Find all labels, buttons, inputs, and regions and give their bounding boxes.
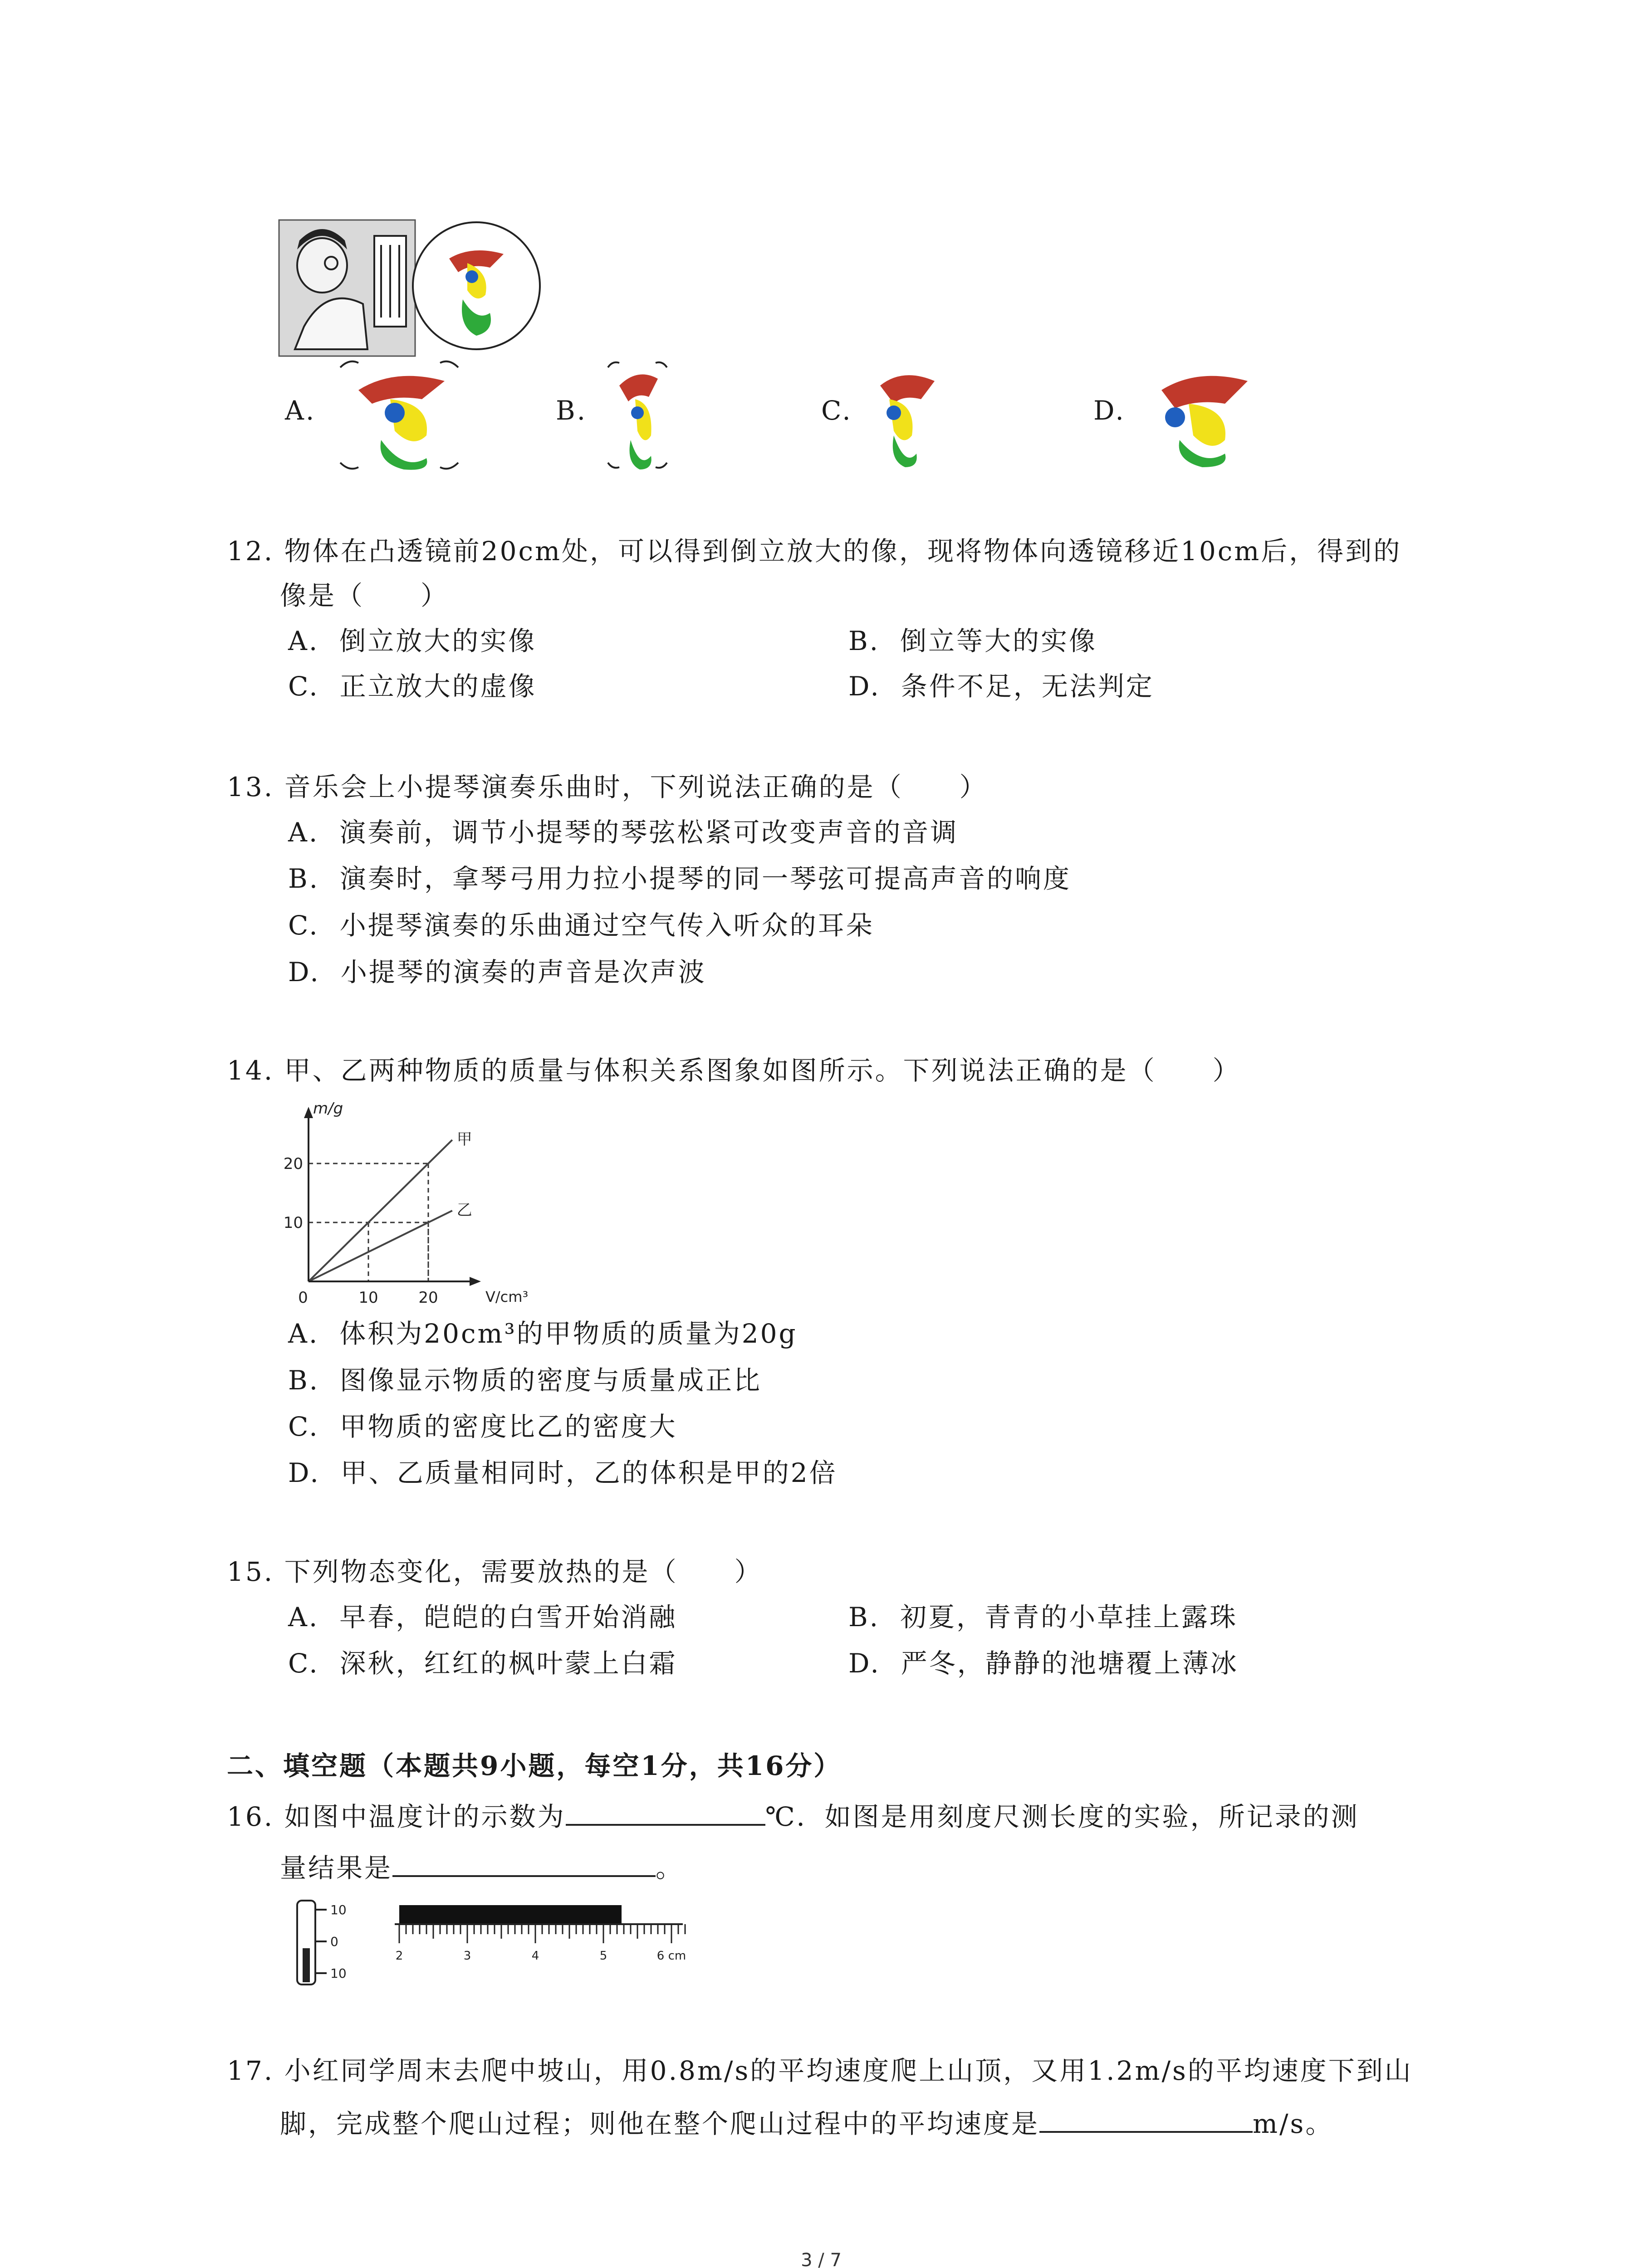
q13-option-c: C. 小提琴演奏的乐曲通过空气传入听众的耳朵: [288, 910, 874, 941]
q17-line1: 17. 小红同学周末去爬中坡山，用0.8m/s的平均速度爬上山顶，又用1.2m/s的平均速度下到山: [227, 2055, 1413, 2086]
q12-stem-line1: 12. 物体在凸透镜前20cm处，可以得到倒立放大的像，现将物体向透镜移近10cm后，得到的: [227, 536, 1402, 567]
q15-option-d: D. 严冬，静静的池塘覆上薄冰: [848, 1648, 1239, 1679]
q11-option-d-label: D.: [1093, 395, 1126, 426]
q14-option-d: D. 甲、乙质量相同时，乙的体积是甲的2倍: [288, 1457, 838, 1488]
chart-series-label-1: 乙: [456, 1201, 472, 1219]
q13-stem: 13. 音乐会上小提琴演奏乐曲时，下列说法正确的是（ ）: [227, 772, 988, 802]
ruler-label-3: 3: [463, 1949, 471, 1963]
q14-stem: 14. 甲、乙两种物质的质量与体积关系图象如图所示。下列说法正确的是（ ）: [227, 1055, 1241, 1086]
ruler-label-5: 5: [599, 1949, 607, 1963]
ruler-label-4: 4: [531, 1949, 539, 1963]
page-number: 3 / 7: [801, 2250, 842, 2268]
section2-heading: 二、填空题（本题共9小题，每空1分，共16分）: [227, 1750, 842, 1781]
q13-option-a: A. 演奏前，调节小提琴的琴弦松紧可改变声音的音调: [288, 817, 959, 848]
q11-option-c-image: [862, 367, 944, 467]
chart-series-line-1: [309, 1211, 452, 1281]
q16-line1: 16. 如图中温度计的示数为 ℃．如图是用刻度尺测长度的实验，所记录的测: [227, 1799, 1359, 1833]
q11-option-a-label: A.: [285, 395, 316, 426]
q14-option-c: C. 甲物质的密度比乙的密度大: [288, 1411, 677, 1442]
q17-line2: 脚，完成整个爬山过程；则他在整个爬山过程中的平均速度是 m/s。: [280, 2106, 1333, 2140]
chart-series-label-0: 甲: [456, 1130, 472, 1149]
q16-thermometer-figure: [281, 1898, 358, 1989]
q13-option-d: D. 小提琴的演奏的声音是次声波: [288, 957, 706, 987]
q15-option-a: A. 早春，皑皑的白雪开始消融: [288, 1602, 677, 1633]
chart-y-label: m/g: [313, 1100, 343, 1118]
chart-x-label: V/cm³: [485, 1288, 529, 1305]
q11-reading-figure: [277, 213, 558, 363]
chart-y-tick-10: 10: [283, 1214, 303, 1232]
q11-option-a-image: [331, 358, 467, 472]
q12-option-b: B. 倒立等大的实像: [848, 626, 1097, 656]
chart-x-tick-20: 20: [418, 1289, 438, 1307]
q12-option-d: D. 条件不足，无法判定: [848, 671, 1154, 702]
chart-origin-label: 0: [298, 1289, 308, 1307]
q14-mass-volume-chart: [259, 1093, 549, 1311]
ruler-label-6: 6 cm: [656, 1949, 686, 1963]
q16-blank-temperature[interactable]: [566, 1799, 765, 1826]
q11-option-b-image: [601, 358, 674, 472]
q12-option-a: A. 倒立放大的实像: [288, 626, 537, 656]
q15-stem: 15. 下列物态变化，需要放热的是（ ）: [227, 1556, 763, 1587]
chart-series-line-0: [309, 1140, 452, 1281]
q15-option-c: C. 深秋，红红的枫叶蒙上白霜: [288, 1648, 677, 1679]
chart-y-arrow: [304, 1107, 313, 1118]
q11-option-b-label: B.: [556, 395, 588, 426]
chart-x-arrow: [470, 1277, 481, 1286]
thermo-label-mid: 0: [330, 1934, 338, 1949]
q15-option-b: B. 初夏，青青的小草挂上露珠: [848, 1602, 1238, 1633]
q17-blank-average-speed[interactable]: [1039, 2106, 1253, 2133]
q11-option-d-image: [1143, 367, 1252, 467]
chart-y-tick-20: 20: [283, 1155, 303, 1173]
q16-blank-length[interactable]: [392, 1850, 656, 1877]
q12-stem-line2: 像是（ ）: [280, 580, 449, 611]
q14-option-a: A. 体积为20cm³的甲物质的质量为20g: [288, 1318, 798, 1349]
q14-option-b: B. 图像显示物质的密度与质量成正比: [288, 1365, 762, 1396]
q11-option-c-label: C.: [821, 395, 852, 426]
thermo-label-top: 10: [330, 1902, 347, 1917]
thermo-label-bottom: 10: [330, 1966, 347, 1981]
q16-line2: 量结果是 。: [280, 1850, 684, 1884]
q16-ruler-figure: [390, 1901, 690, 1982]
chart-x-tick-10: 10: [358, 1289, 378, 1307]
q12-option-c: C. 正立放大的虚像: [288, 671, 537, 702]
ruler-label-2: 2: [395, 1949, 403, 1963]
q13-option-b: B. 演奏时，拿琴弓用力拉小提琴的同一琴弦可提高声音的响度: [288, 863, 1071, 894]
